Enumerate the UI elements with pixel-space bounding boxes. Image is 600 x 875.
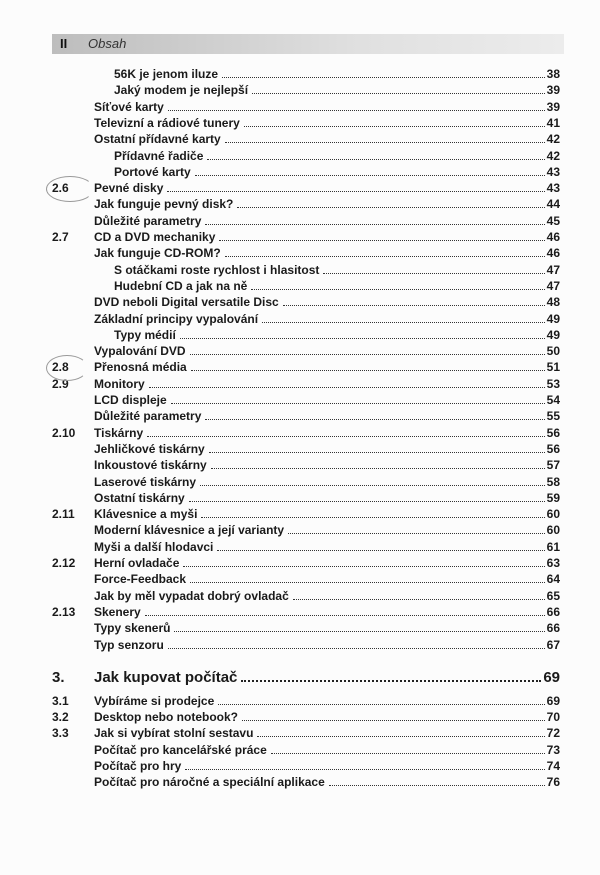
toc-page-number: 39 <box>546 99 560 114</box>
toc-page-number: 49 <box>546 327 560 342</box>
toc-page-number: 69 <box>546 693 560 708</box>
toc-number: 2.11 <box>52 507 75 522</box>
toc-title: Počítač pro náročné a speciální aplikace <box>94 775 325 790</box>
dot-leader <box>149 387 545 388</box>
toc-title: Inkoustové tiskárny <box>94 458 207 473</box>
toc-entry <box>0 327 600 343</box>
toc-page-number: 70 <box>546 710 560 725</box>
toc-title: Tiskárny <box>94 425 144 440</box>
toc-entry <box>0 637 600 653</box>
toc-entry <box>0 148 600 164</box>
toc-entry <box>0 245 600 261</box>
toc-page-number: 48 <box>546 295 560 310</box>
toc-entry <box>0 490 600 506</box>
toc-entry <box>0 392 600 408</box>
toc-entry <box>0 311 600 327</box>
toc-entry <box>0 474 600 490</box>
dot-leader <box>207 159 544 160</box>
toc-title: Jaký modem je nejlepší <box>114 83 249 98</box>
toc-page-number: 47 <box>546 278 560 293</box>
toc-entry <box>0 99 600 115</box>
toc-page-number: 43 <box>546 164 560 179</box>
toc-entry <box>0 604 600 620</box>
toc-number: 2.7 <box>52 230 69 244</box>
toc-title: Pevné disky <box>94 181 164 196</box>
pencil-mark-circle <box>46 176 94 202</box>
toc-title: Skenery <box>94 604 141 619</box>
dot-leader <box>251 289 544 290</box>
toc-title: Jak funguje CD-ROM? <box>94 246 221 261</box>
toc-page-number: 59 <box>546 490 560 505</box>
toc-entry <box>0 262 600 278</box>
dot-leader <box>217 550 544 551</box>
toc-number: 2.10 <box>52 425 76 440</box>
toc-page-number: 74 <box>546 759 560 773</box>
dot-leader <box>244 126 545 127</box>
toc-title: CD a DVD mechaniky <box>94 230 216 244</box>
toc-entry <box>0 131 600 147</box>
dot-leader <box>147 436 544 437</box>
toc-entry <box>0 82 600 98</box>
toc-entry <box>0 742 600 758</box>
toc-title: Jak by měl vypadat dobrý ovladač <box>94 588 289 603</box>
toc-title: Klávesnice a myši <box>94 507 198 522</box>
toc-title: Důležité parametry <box>94 409 202 424</box>
toc-title: 56K je jenom iluze <box>114 67 219 81</box>
toc-title: Přenosná média <box>94 360 187 375</box>
dot-leader <box>200 485 545 486</box>
dot-leader <box>241 680 541 682</box>
dot-leader <box>283 305 545 306</box>
toc-entry <box>0 693 600 709</box>
toc-number: 3. <box>52 668 65 686</box>
toc-page-number: 56 <box>546 425 560 440</box>
dot-leader <box>167 191 544 192</box>
page-number: II <box>60 36 68 51</box>
dot-leader <box>189 501 545 502</box>
toc-page-number: 56 <box>546 441 560 456</box>
toc-entry <box>0 457 600 473</box>
pencil-mark-circle <box>46 355 88 381</box>
toc-entry <box>0 278 600 294</box>
toc-page-number: 39 <box>546 83 560 98</box>
toc-entry <box>0 588 600 604</box>
toc-page-number: 51 <box>546 360 560 375</box>
toc-entry <box>0 709 600 725</box>
toc-number: 3.3 <box>52 726 69 741</box>
toc-entry <box>0 506 600 522</box>
toc-page-number: 43 <box>546 181 560 196</box>
toc-page-number: 72 <box>546 726 560 741</box>
toc-title: Důležité parametry <box>94 213 202 228</box>
toc-title: Typ senzoru <box>94 637 164 652</box>
toc-entry <box>0 164 600 180</box>
toc-entry <box>0 758 600 774</box>
toc-entry <box>0 555 600 571</box>
dot-leader <box>195 175 545 176</box>
toc-title: Jak kupovat počítač <box>94 668 238 686</box>
dot-leader <box>209 452 545 453</box>
toc-page-number: 45 <box>546 213 560 228</box>
toc-title: Jak funguje pevný disk? <box>94 197 234 212</box>
toc-number: 2.13 <box>52 604 76 619</box>
toc-entry <box>0 774 600 790</box>
toc-page-number: 41 <box>546 115 560 130</box>
dot-leader <box>190 582 545 583</box>
toc-page-number: 42 <box>546 148 560 163</box>
dot-leader <box>288 533 545 534</box>
toc-page-number: 60 <box>546 507 560 522</box>
toc-title: Ostatní tiskárny <box>94 490 185 505</box>
toc-page-number: 44 <box>546 197 560 212</box>
dot-leader <box>211 468 545 469</box>
toc-entry <box>0 620 600 636</box>
toc-entry <box>0 571 600 587</box>
dot-leader <box>225 256 545 257</box>
toc-page-number: 63 <box>546 556 560 570</box>
dot-leader <box>205 224 544 225</box>
toc-title: Desktop nebo notebook? <box>94 710 238 725</box>
toc-title: DVD neboli Digital versatile Disc <box>94 295 279 310</box>
toc-entry <box>0 408 600 424</box>
toc-entry <box>0 441 600 457</box>
toc-title: Základní principy vypalování <box>94 311 259 326</box>
toc-page-number: 46 <box>546 230 560 244</box>
toc-title: Herní ovladače <box>94 556 180 570</box>
toc-page-number: 55 <box>546 409 560 424</box>
toc-page-number: 46 <box>546 246 560 261</box>
dot-leader <box>190 354 545 355</box>
dot-leader <box>271 753 545 754</box>
toc-title: Vybíráme si prodejce <box>94 693 215 708</box>
toc-title: Televizní a rádiové tunery <box>94 115 240 130</box>
toc-entry <box>0 66 600 82</box>
toc-title: Jehličkové tiskárny <box>94 441 205 456</box>
dot-leader <box>218 704 544 705</box>
toc-title: Počítač pro kancelářské práce <box>94 742 267 757</box>
toc-title: Laserové tiskárny <box>94 474 197 489</box>
toc-page-number: 66 <box>546 604 560 619</box>
toc-page-number: 66 <box>546 621 560 636</box>
toc-page-number: 38 <box>546 67 560 81</box>
toc-page-number: 49 <box>546 311 560 326</box>
dot-leader <box>252 93 545 94</box>
toc-entry <box>0 294 600 310</box>
toc-title: LCD displeje <box>94 393 167 407</box>
toc-title: S otáčkami roste rychlost i hlasitost <box>114 262 320 277</box>
dot-leader <box>174 631 544 632</box>
toc-page-number: 69 <box>543 668 560 686</box>
toc-title: Moderní klávesnice a její varianty <box>94 523 285 538</box>
dot-leader <box>329 785 545 786</box>
toc-entry <box>0 213 600 229</box>
toc-title: Typy skenerů <box>94 621 171 636</box>
toc-page-number: 73 <box>546 742 560 757</box>
dot-leader <box>257 736 544 737</box>
dot-leader <box>225 142 545 143</box>
toc-number: 2.12 <box>52 556 76 570</box>
toc-page-number: 58 <box>546 474 560 489</box>
toc-entry <box>0 359 600 375</box>
dot-leader <box>222 77 545 78</box>
toc-title: Síťové karty <box>94 99 164 114</box>
toc-title: Jak si vybírat stolní sestavu <box>94 726 254 741</box>
toc-page-number: 53 <box>546 376 560 391</box>
toc-entry <box>0 425 600 441</box>
dot-leader <box>323 273 544 274</box>
toc-title: Myši a další hlodavci <box>94 539 214 554</box>
toc-entry <box>0 115 600 131</box>
toc-page-number: 64 <box>546 572 560 587</box>
toc-entry <box>0 229 600 245</box>
dot-leader <box>180 338 545 339</box>
toc-chapter <box>0 667 600 689</box>
toc-title: Portové karty <box>114 164 191 179</box>
dot-leader <box>168 110 545 111</box>
dot-leader <box>183 566 544 567</box>
toc-page-number: 76 <box>546 775 560 790</box>
toc-title: Přídavné řadiče <box>114 148 204 163</box>
toc-page-number: 42 <box>546 132 560 147</box>
toc-entry <box>0 343 600 359</box>
toc-title: Počítač pro hry <box>94 759 182 773</box>
toc-number: 3.2 <box>52 710 69 725</box>
toc-page-number: 47 <box>546 262 560 277</box>
toc-title: Vypalování DVD <box>94 344 186 359</box>
toc-number: 2.8 <box>52 360 69 375</box>
dot-leader <box>293 599 545 600</box>
toc-entry <box>0 522 600 538</box>
toc-page-number: 61 <box>546 539 560 554</box>
toc-page-number: 60 <box>546 523 560 538</box>
toc-page-number: 50 <box>546 344 560 359</box>
toc-page-number: 65 <box>546 588 560 603</box>
dot-leader <box>205 419 544 420</box>
toc-title: Ostatní přídavné karty <box>94 132 221 147</box>
dot-leader <box>145 615 545 616</box>
toc-title: Hudební CD a jak na ně <box>114 278 248 293</box>
page-header <box>52 34 564 54</box>
toc-number: 3.1 <box>52 693 69 708</box>
dot-leader <box>201 517 544 518</box>
dot-leader <box>262 322 545 323</box>
header-title: Obsah <box>88 36 127 51</box>
toc-number: 2.9 <box>52 376 69 391</box>
toc-number: 2.6 <box>52 181 69 196</box>
dot-leader <box>191 370 545 371</box>
dot-leader <box>185 769 544 770</box>
dot-leader <box>168 648 545 649</box>
toc-title: Force-Feedback <box>94 572 187 587</box>
toc-entry <box>0 376 600 392</box>
toc-entry <box>0 725 600 741</box>
toc-page-number: 67 <box>546 637 560 652</box>
toc-entry <box>0 196 600 212</box>
toc-page-number: 57 <box>546 458 560 473</box>
dot-leader <box>219 240 544 241</box>
toc-page-number: 54 <box>546 393 560 407</box>
dot-leader <box>242 720 545 721</box>
toc-title: Typy médií <box>114 327 176 342</box>
dot-leader <box>171 403 545 404</box>
toc-title: Monitory <box>94 376 145 391</box>
dot-leader <box>237 207 544 208</box>
toc-entry <box>0 539 600 555</box>
